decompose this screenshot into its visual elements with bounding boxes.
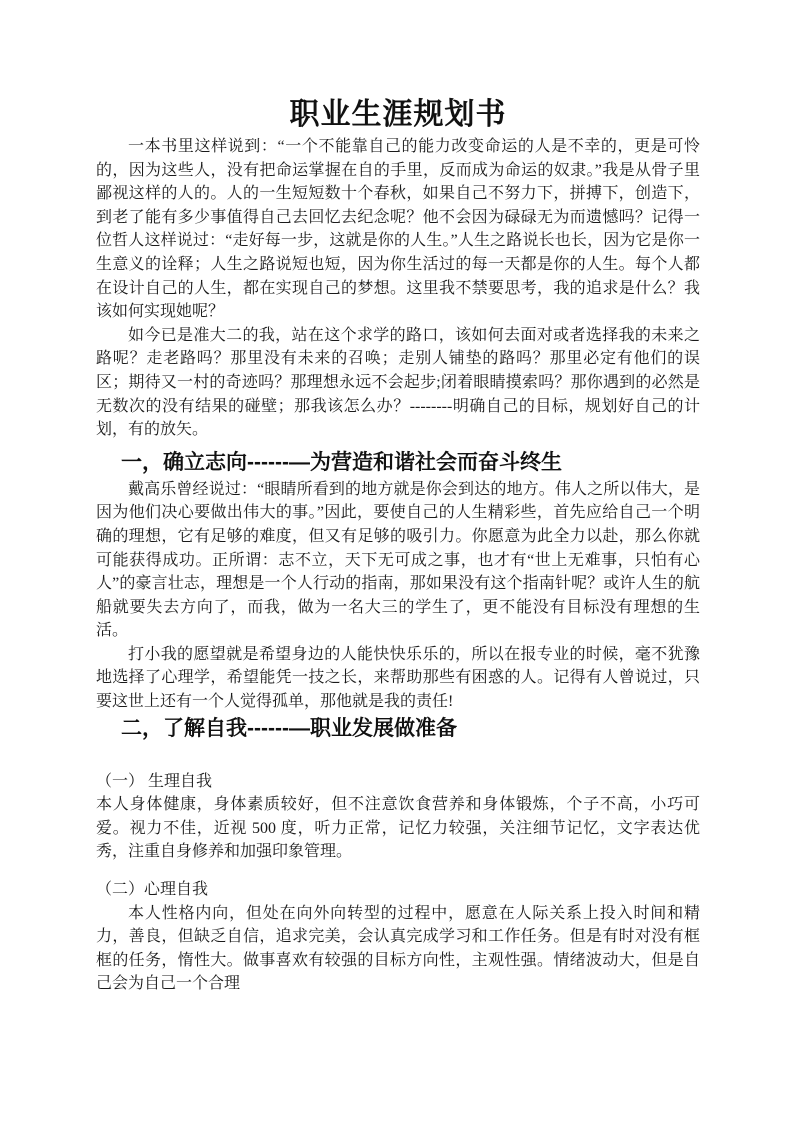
- section-1-paragraph-1: 戴高乐曾经说过：“眼睛所看到的地方就是你会到达的地方。伟人之所以伟大，是因为他们决心要做出伟大的事。”因此，要使自己的人生精彩些，首先应给自己一个明确的理想，它有足够的难度，但又有足够的吸引力。你愿意为此全力以赴，那么你就可能获得成功。正所谓：志不立，天下无可成之事，也才有“世上无难事，只怕有心人”的豪言壮志，理想是一个人行动的指南，那如果没有这个指南针呢？或许人生的航船就要失去方向了，而我，做为一名大三的学生了，更不能没有目标没有理想的生活。: [96, 480, 700, 640]
- subsection-1-paragraph: 本人身体健康，身体素质较好，但不注意饮食营养和身体锻炼，个子不高，小巧可爱。视力不佳，近视 500 度，听力正常，记忆力较强，关注细节记忆，文字表达优秀，注重自身修养和加强印象管理。: [96, 796, 700, 861]
- document-title: 职业生涯规划书: [289, 98, 507, 131]
- subsection-2-paragraph: 本人性格内向，但处在向外向转型的过程中，愿意在人际关系上投入时间和精力，善良，但缺乏自信，追求完美，会认真完成学习和工作任务。但是有时对没有框框的任务，惰性大。做事喜欢有较强的目标方向性，主观性强。情绪波动大，但是自己会为自己一个合理: [96, 904, 700, 993]
- subsection-2-label: （二）心理自我: [96, 881, 209, 899]
- intro-paragraph-2: 如今已是准大二的我，站在这个求学的路口，该如何去面对或者选择我的未来之路呢？走老路吗？那里没有未来的召唤；走别人铺垫的路吗？那里必定有他们的误区；期待又一村的奇迹吗？那理想永远不会起步;闭着眼睛摸索吗？那你遇到的必然是无数次的没有结果的碰壁；那我该怎么办？--------明确自己的目标，规划好自己的计划，有的放矢。: [96, 326, 700, 439]
- section-1-paragraph-2: 打小我的愿望就是希望身边的人能快快乐乐的，所以在报专业的时候，毫不犹豫地选择了心理学，希望能凭一技之长，来帮助那些有困惑的人。记得有人曾说过，只要这世上还有一个人觉得孤单，那他就是我的责任!: [96, 645, 700, 711]
- section-1-heading: 一，确立志向------—为营造和谐社会而奋斗终生: [121, 450, 562, 474]
- intro-paragraph-1: 一本书里这样说到：“一个不能靠自己的能力改变命运的人是不幸的，更是可怜的，因为这些人，没有把命运掌握在自的手里，反而成为命运的奴隶。”我是从骨子里鄙视这样的人的。人的一生短短数十个春秋，如果自己不努力下，拼搏下，创造下，到老了能有多少事值得自己去回忆去纪念呢？他不会因为碌碌无为而遗憾吗？记得一位哲人这样说过：“走好每一步，这就是你的人生。”人生之路说长也长，因为它是你一生意义的诠释；人生之路说短也短，因为你生活过的每一天都是你的人生。每个人都在设计自己的人生，都在实现自己的梦想。这里我不禁要思考，我的追求是什么？我该如何实现她呢？: [96, 138, 700, 321]
- subsection-1-label: （一） 生理自我: [96, 772, 213, 790]
- section-2-heading: 二，了解自我------—职业发展做准备: [121, 716, 457, 740]
